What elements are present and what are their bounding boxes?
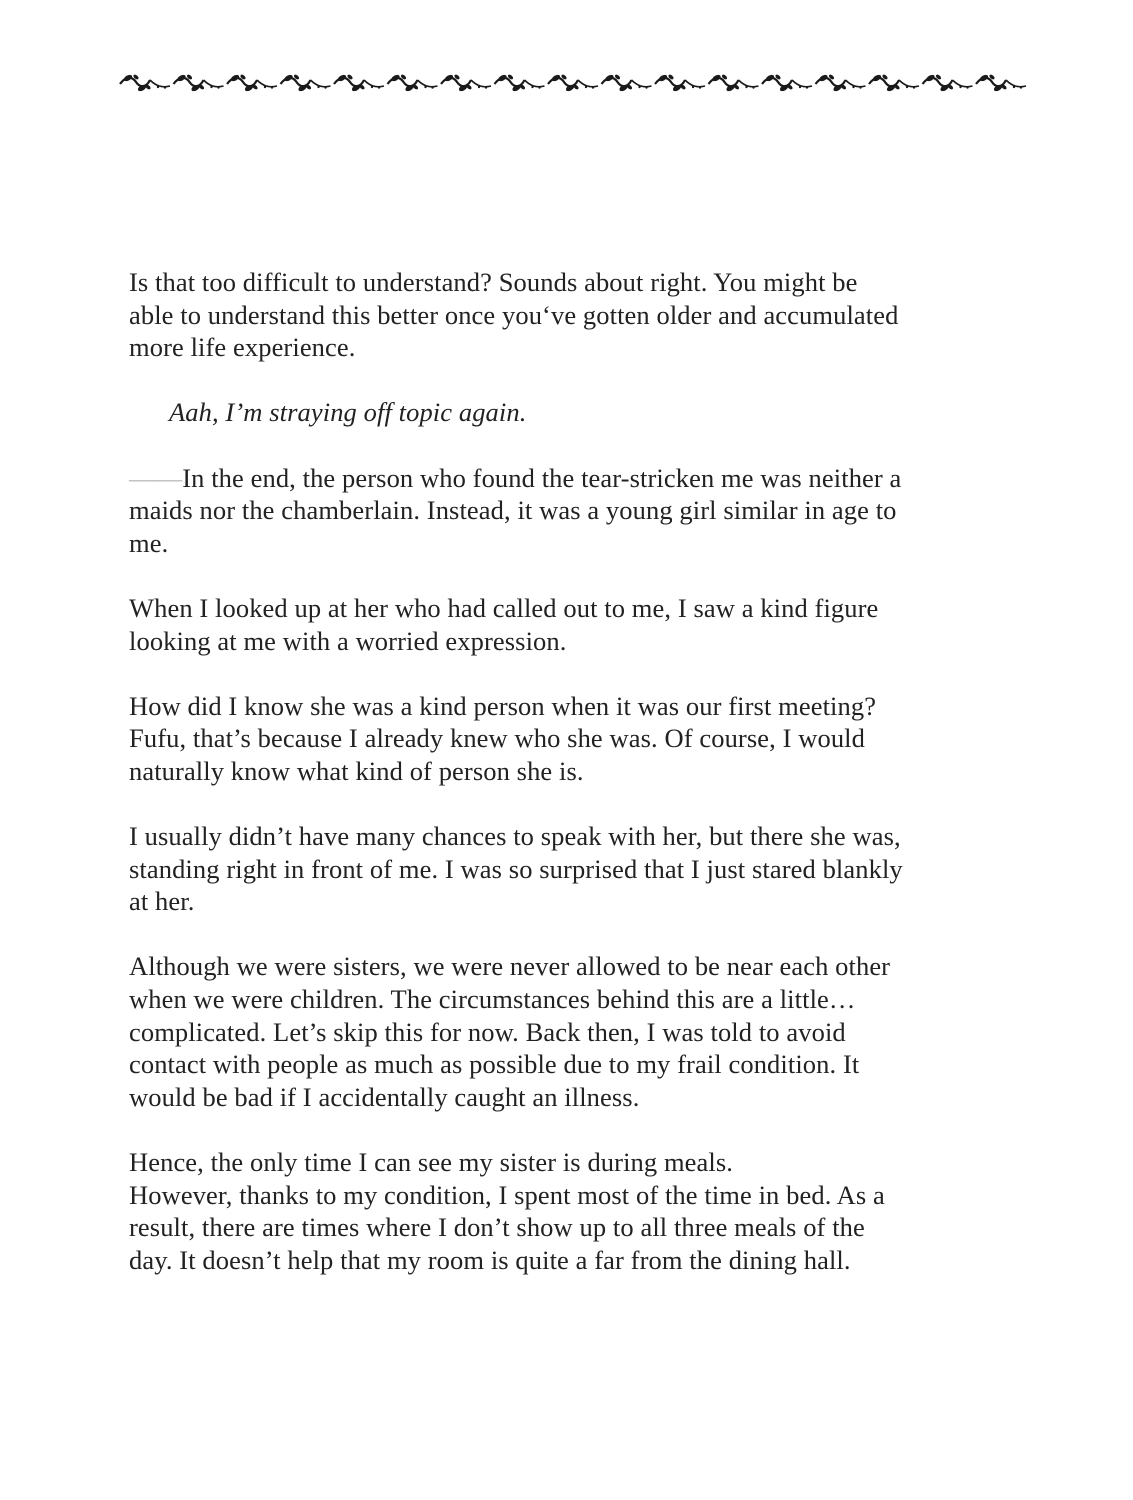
vine-motif bbox=[548, 73, 598, 92]
vine-motif bbox=[227, 73, 277, 92]
vine-border-ornament-icon bbox=[118, 72, 1032, 94]
paragraph-1: Is that too difficult to understand? Sounds about right. You might be able to understand this better once you‘ve gotten older and accumulated more life experience. bbox=[129, 267, 899, 363]
paragraph-5: How did I know she was a kind person when it was our first meeting? Fufu, that’s because I already knew who she was. Of course, I would naturally know what kind of person she is. bbox=[129, 690, 877, 786]
vine-motif bbox=[388, 73, 438, 92]
paragraph-2-italic: Aah, I’m straying off topic again. bbox=[169, 397, 527, 428]
vine-motif bbox=[869, 73, 919, 92]
vine-motif bbox=[762, 73, 812, 92]
paragraph-7: Although we were sisters, we were never allowed to be near each other when we were children. The circumstances behind this are a little… complicated. Let’s skip this for now. Back then, I was told to avoid contact with people as much as possible due to my frail condition. It would be bad if I accidentally caught an illness. bbox=[129, 951, 891, 1112]
vine-motif bbox=[281, 73, 331, 92]
vine-motif bbox=[709, 73, 759, 92]
paragraph-8: Hence, the only time I can see my sister is during meals. However, thanks to my condition, I spent most of the time in bed. As a result, there are times where I don’t show up to all three meals of the day. It doesn’t help that my room is quite a far from the dining hall. bbox=[129, 1147, 885, 1275]
body-text bbox=[129, 266, 1034, 1309]
em-dash: —— bbox=[129, 462, 183, 493]
paragraph-6: I usually didn’t have many chances to speak with her, but there she was, standing right in front of me. I was so surprised that I just stared blankly at her. bbox=[129, 821, 903, 917]
vine-motif bbox=[923, 73, 973, 92]
paragraph-4: When I looked up at her who had called out to me, I saw a kind figure looking at me with a worried expression. bbox=[129, 592, 879, 656]
vine-motif bbox=[441, 73, 491, 92]
vine-motif bbox=[602, 73, 652, 92]
vine-motif bbox=[495, 73, 545, 92]
vine-motif bbox=[976, 73, 1026, 92]
vine-motif bbox=[120, 73, 170, 92]
vine-motif bbox=[174, 73, 224, 92]
paragraph-3 bbox=[129, 462, 1034, 560]
vine-motif bbox=[334, 73, 384, 92]
paragraph-3-text: In the end, the person who found the tear-stricken me was neither a maids nor the chamberlain. Instead, it was a young girl similar in age to me. bbox=[129, 462, 902, 558]
vine-motif bbox=[655, 73, 705, 92]
vine-motif bbox=[816, 73, 866, 92]
